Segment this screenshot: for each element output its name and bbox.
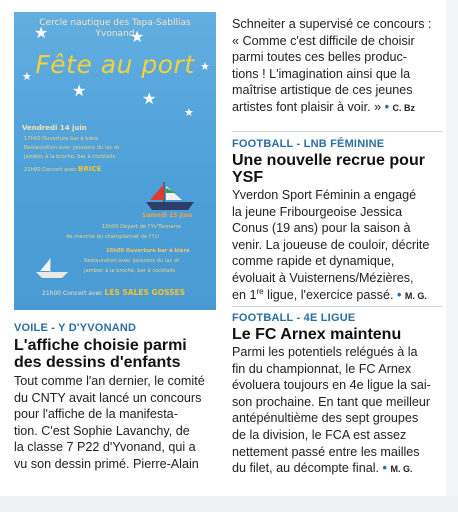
page-bottom-band — [0, 496, 458, 512]
star-icon: ★ — [130, 29, 145, 46]
poster-day2-line: 4e manche du championnat de l'Ycl — [66, 234, 160, 240]
poster-day2-date: Samedi 15 juin — [142, 212, 193, 219]
poster-day2-line: jambon à la broche, bar à cocktails — [84, 268, 176, 274]
star-icon: ★ — [200, 61, 210, 73]
poster-day1-line: jambon à la broche, bar à cocktails — [24, 154, 116, 160]
article-body: Tout comme l'an dernier, le comité du CNTY avait lancé un concours pour l'affiche de la manifesta- tion. C'est Sophie Lavanchy, de la classe 7 P22 d'Yvonand, qui a vu son dessin primé. Pierre-Alain — [14, 374, 205, 471]
article-kicker: FOOTBALL - 4E LIGUE — [232, 312, 356, 324]
article-kicker: VOILE - Y D'YVONAND — [14, 322, 137, 334]
poster-day2-line: 10h00 Départ de l'Yv'Tonnerre — [102, 224, 181, 230]
poster-club-name: Cercle nautique des Tapa-Sabllias Yvonand — [39, 18, 191, 39]
article-signature: M. G. — [390, 464, 413, 475]
poster-title: Fête au port — [35, 50, 195, 79]
article-kicker: FOOTBALL - LNB FÉMININE — [232, 138, 385, 150]
poster-concert-line: 21h00 Concert avec LES SALES GOSSES — [42, 288, 186, 297]
star-icon: ★ — [184, 107, 194, 119]
sailboat-drawing — [142, 180, 198, 214]
star-icon: ★ — [72, 83, 87, 100]
article-headline: L'affiche choisie parmi des dessins d'enfants — [14, 337, 187, 371]
page-right-edge — [446, 0, 458, 496]
column-divider — [232, 306, 442, 307]
article-headline: Le FC Arnex maintenu — [232, 326, 402, 343]
article-arnex — [232, 312, 442, 478]
article-body: Parmi les potentiels relégués à la fin du championnat, le FC Arnex évoluera toujours en 4e ligue la sai- son prochaine. En tant que meilleur antépénultième des sept groupes de la division, le FCA est assez nettement passé entre les mailles du filet, au décompte final. • M. G. — [232, 345, 431, 476]
poster-day2-line: 16h00 Ouverture bar à bière — [106, 248, 190, 254]
article-body: Schneiter a supervisé ce concours : « Comme c'est difficile de choisir parmi toutes ces belles produc- tions ! L'imagination ainsi que la maîtrise artistique de ces jeunes artistes font plaisir à voir. » • C. Bz — [232, 17, 432, 114]
poster-day1-line: 17h00 Ouverture bar à bière — [24, 136, 99, 142]
article-body: Yverdon Sport Féminin a engagé la jeune Fribourgeoise Jessica Conus (19 ans) pour la saison à venir. La joueuse de couloir, décrite comme rapide et dynamique, évoluait à Vuisternens/Mézières, en 1re ligue, l'exercice passé. • M. G. — [232, 188, 430, 302]
star-icon: ★ — [22, 71, 32, 83]
poster-day2-line: Restauration avec poissons du lac et — [84, 258, 180, 264]
article-signature: C. Bz — [392, 102, 416, 113]
poster-day1-concert: 21h00 Concert avec BRICE — [24, 165, 102, 173]
article-voile-continued — [232, 16, 442, 117]
article-voile — [14, 322, 218, 473]
star-icon: ★ — [142, 91, 157, 108]
article-signature: M. G. — [404, 290, 427, 301]
poster-day1-date: Vendredi 14 juin — [22, 124, 87, 132]
article-headline: Une nouvelle recrue pour YSF — [232, 152, 425, 186]
column-divider — [232, 131, 442, 132]
poster-day1-line: Restauration avec poissons du lac et — [24, 145, 120, 151]
star-icon: ★ — [34, 25, 49, 42]
small-sailboat-drawing — [34, 256, 70, 280]
article-ysf — [232, 138, 442, 304]
event-poster-image — [14, 12, 216, 310]
